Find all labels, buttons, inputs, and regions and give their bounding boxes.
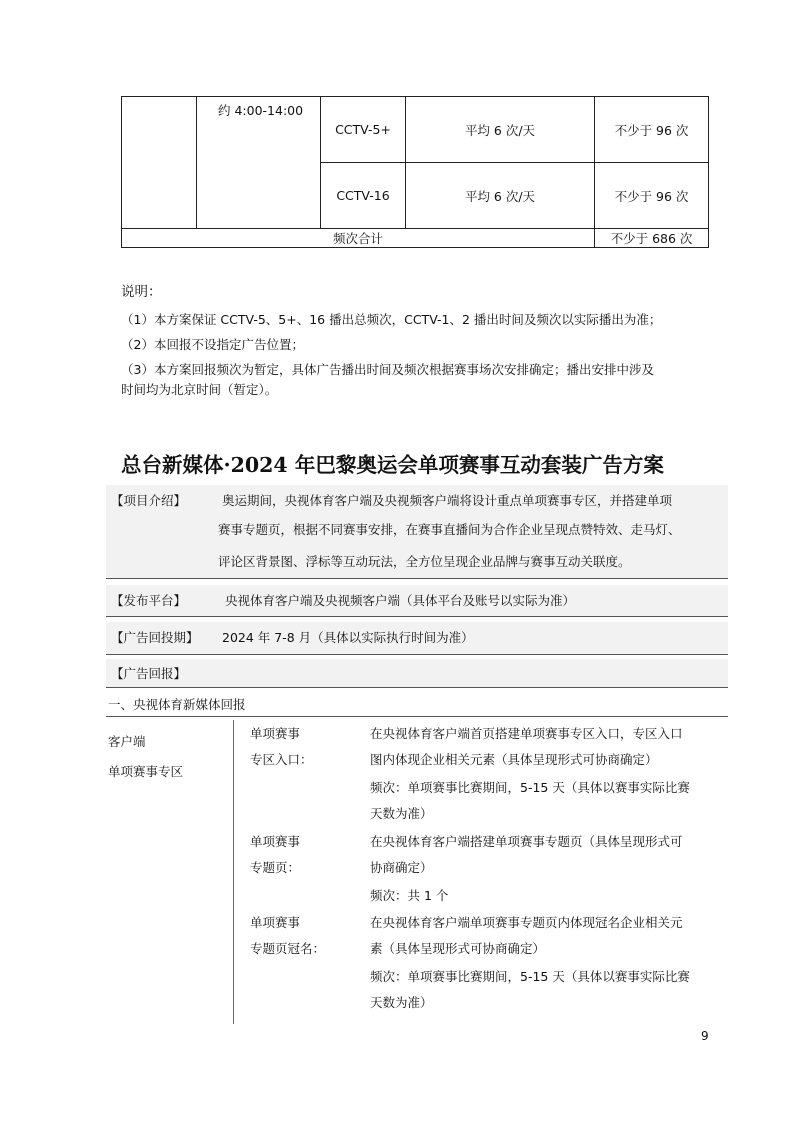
- period-label: 【广告回投期】: [111, 630, 199, 645]
- table-empty-cell: [122, 97, 197, 229]
- sum-value: 不少于 686 次: [595, 229, 709, 248]
- project-intro-line: 赛事专题页，根据不同赛事安排，在赛事直播间为合作企业呈现点赞特效、走马灯、: [218, 522, 681, 537]
- column-divider: [233, 720, 234, 1024]
- returns-box: [106, 659, 728, 688]
- item-desc: 协商确定）: [370, 860, 433, 875]
- note-item: （3）本方案回报频次为暂定，具体广告播出时间及频次根据赛事场次安排确定；播出安排中涉及: [121, 362, 654, 377]
- sum-label: 频次合计: [122, 229, 595, 248]
- sub-section-title: 一、央视体育新媒体回报: [108, 697, 246, 712]
- item-name: 专题页：: [250, 860, 301, 875]
- total-cell: 不少于 96 次: [595, 97, 709, 163]
- client-label: 客户端: [108, 734, 146, 749]
- note-item: 时间均为北京时间（暂定）。: [121, 382, 278, 397]
- returns-label: 【广告回报】: [111, 666, 187, 681]
- platform-label: 【发布平台】: [111, 593, 187, 608]
- platform-value: 央视体育客户端及央视频客户端（具体平台及账号以实际为准）: [225, 593, 576, 608]
- frequency-cell: 平均 6 次/天: [406, 163, 595, 229]
- project-intro-line: 评论区背景图、浮标等互动玩法，全方位呈现企业品牌与赛事互动关联度。: [218, 554, 631, 569]
- item-name: 专题页冠名：: [250, 941, 326, 956]
- item-desc: 在央视体育客户端首页搭建单项赛事专区入口，专区入口: [370, 726, 683, 741]
- broadcast-time: 约 4:00-14:00: [197, 97, 321, 229]
- schedule-table: [121, 96, 709, 248]
- item-desc: 频次：单项赛事比赛期间，5-15 天（具体以赛事实际比赛: [370, 969, 690, 984]
- frequency-cell: 平均 6 次/天: [406, 97, 595, 163]
- note-item: （2）本回报不设指定广告位置；: [121, 337, 304, 352]
- item-name: 单项赛事: [250, 834, 301, 849]
- item-desc: 天数为准）: [370, 995, 433, 1010]
- item-desc: 天数为准）: [370, 806, 433, 821]
- item-desc: 频次：共 1 个: [370, 888, 449, 903]
- page-number: 9: [701, 1029, 709, 1043]
- item-desc: 在央视体育客户端单项赛事专题页内体现冠名企业相关元: [370, 915, 683, 930]
- section-title: 总台新媒体·2024 年巴黎奥运会单项赛事互动套装广告方案: [121, 453, 664, 477]
- channel-cell: CCTV-5+: [321, 97, 406, 163]
- item-name: 专区入口：: [250, 752, 313, 767]
- item-desc: 图内体现企业相关元素（具体呈现形式可协商确定）: [370, 752, 658, 767]
- item-desc: 素（具体呈现形式可协商确定）: [370, 941, 546, 956]
- item-name: 单项赛事: [250, 726, 301, 741]
- notes-heading: 说明：: [121, 284, 162, 300]
- channel-cell: CCTV-16: [321, 163, 406, 229]
- client-label: 单项赛事专区: [108, 764, 184, 779]
- total-cell: 不少于 96 次: [595, 163, 709, 229]
- project-intro-label: 【项目介绍】: [111, 493, 187, 508]
- item-desc: 频次：单项赛事比赛期间，5-15 天（具体以赛事实际比赛: [370, 780, 690, 795]
- period-value: 2024 年 7-8 月（具体以实际执行时间为准）: [222, 630, 474, 645]
- note-item: （1）本方案保证 CCTV-5、5+、16 播出总频次，CCTV-1、2 播出时间及频次以实际播出为准；: [121, 312, 662, 327]
- project-intro-line: 奥运期间，央视体育客户端及央视频客户端将设计重点单项赛事专区，并搭建单项: [222, 493, 673, 508]
- item-desc: 在央视体育客户端搭建单项赛事专题页（具体呈现形式可: [370, 834, 683, 849]
- item-name: 单项赛事: [250, 915, 301, 930]
